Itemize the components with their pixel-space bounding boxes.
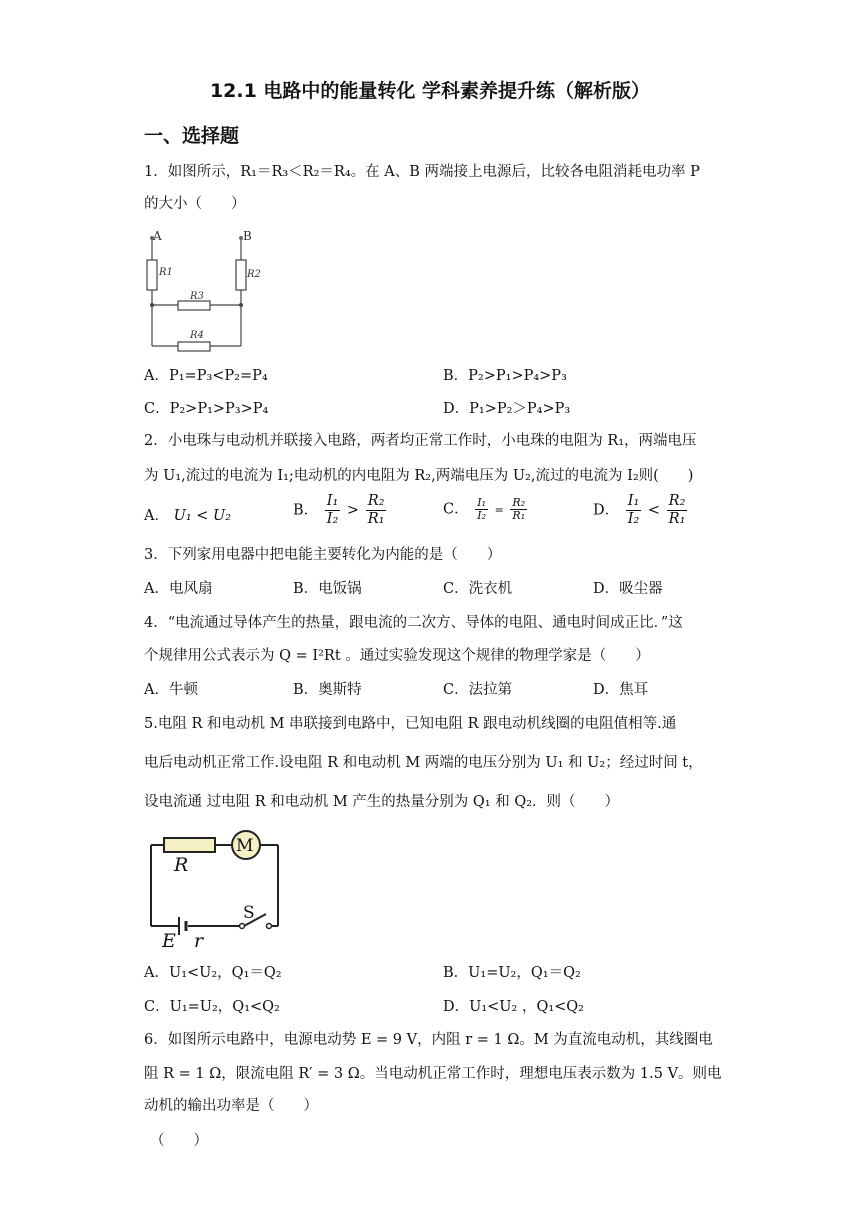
- fraction-numerator: R₂: [367, 493, 385, 509]
- q1-label-r4: R4: [190, 330, 204, 341]
- fraction-numerator: R₂: [512, 496, 526, 509]
- q2-option-c: [443, 497, 529, 522]
- q5-option-a: A．U₁<U₂，Q₁＝Q₂: [144, 965, 282, 981]
- q1-label-r2: R2: [247, 269, 261, 280]
- q2-stem-line1: 2．小电珠与电动机并联接入电路，两者均正常工作时，小电珠的电阻为 R₁，两端电压: [144, 433, 697, 449]
- q2-option-c-right-fraction: [510, 497, 527, 522]
- q2-option-d: [593, 493, 689, 528]
- q5-motor-label: M: [236, 836, 254, 856]
- q5-option-b: B．U₁=U₂，Q₁＝Q₂: [443, 965, 581, 981]
- fraction-numerator: R₂: [668, 493, 686, 509]
- q2-option-d-right-fraction: [667, 493, 688, 528]
- fraction-denominator: R₁: [367, 511, 385, 527]
- section-heading: 一、选择题: [144, 125, 240, 147]
- q2-option-b: [293, 493, 388, 528]
- q6-stem-line1: 6．如图所示电路中，电源电动势 E = 9 V，内阻 r = 1 Ω。M 为直流电动机，其线圈电: [144, 1032, 713, 1048]
- q1-stem-line2: 的大小（ ）: [144, 196, 246, 212]
- q3-option-a: A．电风扇: [144, 581, 213, 597]
- q5-stem-line3: 设电流通 过电阻 R 和电动机 M 产生的热量分别为 Q₁ 和 Q₂．则（ ）: [144, 794, 620, 810]
- q2-option-b-left-fraction: [325, 493, 341, 528]
- q1-circuit-diagram: [140, 228, 270, 354]
- page-title: 12.1 电路中的能量转化 学科素养提升练（解析版）: [209, 80, 651, 102]
- fraction-denominator: I₂: [326, 511, 339, 527]
- q5-circuit-diagram: [140, 826, 285, 950]
- q5-emf-label: E: [162, 930, 176, 950]
- q4-stem-line2: 个规律用公式表示为 Q = I²Rt 。通过实验发现这个规律的物理学家是（ ）: [144, 648, 650, 664]
- q3-option-d: D．吸尘器: [593, 581, 663, 597]
- q1-option-c: C．P₂>P₁>P₃>P₄: [144, 401, 269, 417]
- fraction-denominator: R₁: [512, 509, 526, 522]
- comparison-operator: <: [647, 502, 661, 519]
- q3-option-b: B．电饭锅: [293, 581, 362, 597]
- q5-option-d: D．U₁<U₂ ，Q₁<Q₂: [443, 999, 584, 1015]
- q4-option-b: B．奥斯特: [293, 682, 362, 698]
- q4-option-d: D．焦耳: [593, 682, 649, 698]
- q5-stem-line2: 电后电动机正常工作.设电阻 R 和电动机 M 两端的电压分别为 U₁ 和 U₂；经过时间 t，: [144, 755, 703, 771]
- q2-option-b-prefix: B．: [293, 502, 319, 519]
- q2-option-a-prefix: A．: [144, 508, 169, 524]
- q2-stem-line2: 为 U₁,流过的电流为 I₁;电动机的内电阻为 R₂,两端电压为 U₂,流过的电流为 I₂则( ): [144, 468, 694, 484]
- q6-stem-line3: 动机的输出功率是（ ）: [144, 1098, 318, 1114]
- q2-option-d-prefix: D．: [593, 502, 620, 519]
- q4-option-a: A．牛顿: [144, 682, 198, 698]
- q2-option-a-expr: U₁ < U₂: [173, 508, 232, 524]
- q5-switch-label: S: [243, 903, 255, 923]
- fraction-numerator: I₁: [627, 493, 640, 509]
- fraction-numerator: I₁: [326, 493, 339, 509]
- q6-answer-blank: （ ）: [150, 1133, 208, 1149]
- q5-option-c: C．U₁=U₂，Q₁<Q₂: [144, 999, 280, 1015]
- fraction-denominator: I₂: [477, 509, 486, 522]
- fraction-denominator: R₁: [668, 511, 686, 527]
- q4-stem-line1: 4．“电流通过导体产生的热量，跟电流的二次方、导体的电阻、通电时间成正比．”这: [144, 615, 683, 631]
- q3-stem: 3．下列家用电器中把电能主要转化为内能的是（ ）: [144, 547, 502, 563]
- q1-label-b: B: [243, 229, 252, 243]
- q4-option-c: C．法拉第: [443, 682, 513, 698]
- q1-option-b: B．P₂>P₁>P₄>P₃: [443, 368, 567, 384]
- q1-label-a: A: [153, 229, 162, 243]
- q1-label-r1: R1: [159, 267, 173, 278]
- q5-stem-line1: 5.电阻 R 和电动机 M 串联接到电路中，已知电阻 R 跟电动机线圈的电阻值相等.通: [144, 716, 677, 732]
- fraction-denominator: I₂: [627, 511, 640, 527]
- q3-option-c: C．洗衣机: [443, 581, 513, 597]
- q2-option-c-left-fraction: [475, 497, 488, 522]
- q1-option-d: D．P₁>P₂＞P₄>P₃: [443, 401, 571, 417]
- q1-option-a: A．P₁=P₃<P₂=P₄: [144, 368, 268, 384]
- q2-option-c-prefix: C．: [443, 501, 469, 518]
- q5-internal-resistance-label: r: [194, 930, 204, 950]
- fraction-numerator: I₁: [477, 496, 486, 509]
- q2-option-a: [144, 506, 231, 526]
- comparison-operator: >: [346, 502, 360, 519]
- q6-stem-line2: 阻 R = 1 Ω，限流电阻 R′ = 3 Ω。当电动机正常工作时，理想电压表示数为 1.5 V。则电: [144, 1066, 722, 1082]
- q5-resistor-label: R: [174, 854, 189, 876]
- comparison-operator: =: [494, 503, 504, 517]
- q2-option-b-right-fraction: [366, 493, 387, 528]
- q1-label-r3: R3: [190, 291, 204, 302]
- q2-option-d-left-fraction: [626, 493, 642, 528]
- q1-stem-line1: 1．如图所示，R₁＝R₃＜R₂＝R₄。在 A、B 两端接上电源后，比较各电阻消耗电功率 P: [144, 164, 700, 180]
